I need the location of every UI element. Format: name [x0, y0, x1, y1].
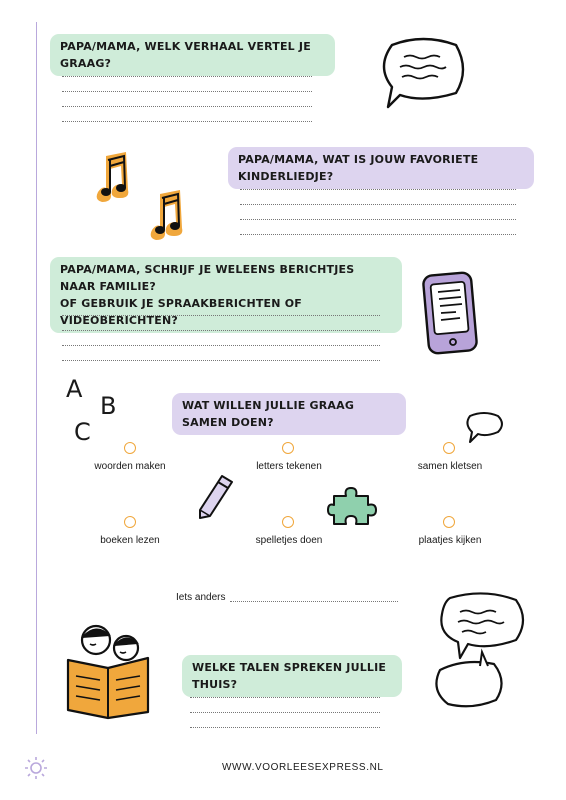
question-5: WELKE TALEN SPREKEN JULLIE THUIS?	[182, 655, 402, 697]
margin-line	[36, 22, 37, 734]
answer-line[interactable]	[62, 330, 380, 331]
question-1: PAPA/MAMA, WELK VERHAAL VERTEL JE GRAAG?	[50, 34, 335, 76]
question-3-line-1: PAPA/MAMA, SCHRIJF JE WELEENS BERICHTJES NAAR FAMILIE?	[60, 263, 355, 293]
answer-line[interactable]	[62, 76, 312, 77]
sun-icon	[24, 756, 48, 780]
question-3	[50, 257, 402, 333]
answer-line[interactable]	[240, 219, 516, 220]
option-label: woorden maken	[94, 461, 166, 472]
pencil-icon	[196, 472, 236, 520]
option-label: boeken lezen	[100, 535, 160, 546]
answer-line[interactable]	[62, 91, 312, 92]
option-checkbox[interactable]	[282, 516, 294, 528]
answer-line[interactable]	[240, 189, 516, 190]
question-3-line-2: OF GEBRUIK JE SPRAAKBERICHTEN OF VIDEOBERICHTEN?	[60, 297, 302, 327]
answer-line[interactable]	[190, 697, 380, 698]
music-note-icon	[98, 150, 134, 202]
smartphone-icon	[420, 270, 482, 356]
answer-line[interactable]	[62, 345, 380, 346]
option-label: letters tekenen	[256, 461, 322, 472]
answer-line[interactable]	[190, 712, 380, 713]
answer-line[interactable]	[240, 204, 516, 205]
option-label: spelletjes doen	[255, 535, 323, 546]
option-label: plaatjes kijken	[418, 535, 482, 546]
reading-family-icon	[62, 622, 158, 718]
letter-b: B	[100, 392, 117, 420]
question-2: PAPA/MAMA, WAT IS JOUW FAVORIETE KINDERLIEDJE?	[228, 147, 534, 189]
answer-line[interactable]	[190, 727, 380, 728]
option-label: samen kletsen	[417, 461, 483, 472]
answer-line[interactable]	[62, 315, 380, 316]
answer-line[interactable]	[62, 106, 312, 107]
other-answer-line[interactable]	[230, 601, 398, 602]
speech-bubble-icon	[464, 412, 504, 446]
option-checkbox[interactable]	[443, 516, 455, 528]
option-checkbox[interactable]	[443, 442, 455, 454]
footer-url[interactable]: WWW.VOORLEESEXPRESS.NL	[222, 762, 384, 773]
answer-line[interactable]	[62, 360, 380, 361]
answer-line[interactable]	[240, 234, 516, 235]
speech-bubble-icon	[378, 35, 468, 110]
option-checkbox[interactable]	[124, 442, 136, 454]
letter-a: A	[66, 375, 83, 403]
puzzle-piece-icon	[330, 486, 376, 528]
option-checkbox[interactable]	[124, 516, 136, 528]
other-label: Iets anders	[176, 592, 226, 603]
letter-c: C	[74, 418, 91, 446]
answer-line[interactable]	[62, 121, 312, 122]
option-checkbox[interactable]	[282, 442, 294, 454]
speech-bubble-icon	[424, 590, 534, 720]
question-4: WAT WILLEN JULLIE GRAAG SAMEN DOEN?	[172, 393, 406, 435]
music-note-icon	[152, 188, 188, 240]
